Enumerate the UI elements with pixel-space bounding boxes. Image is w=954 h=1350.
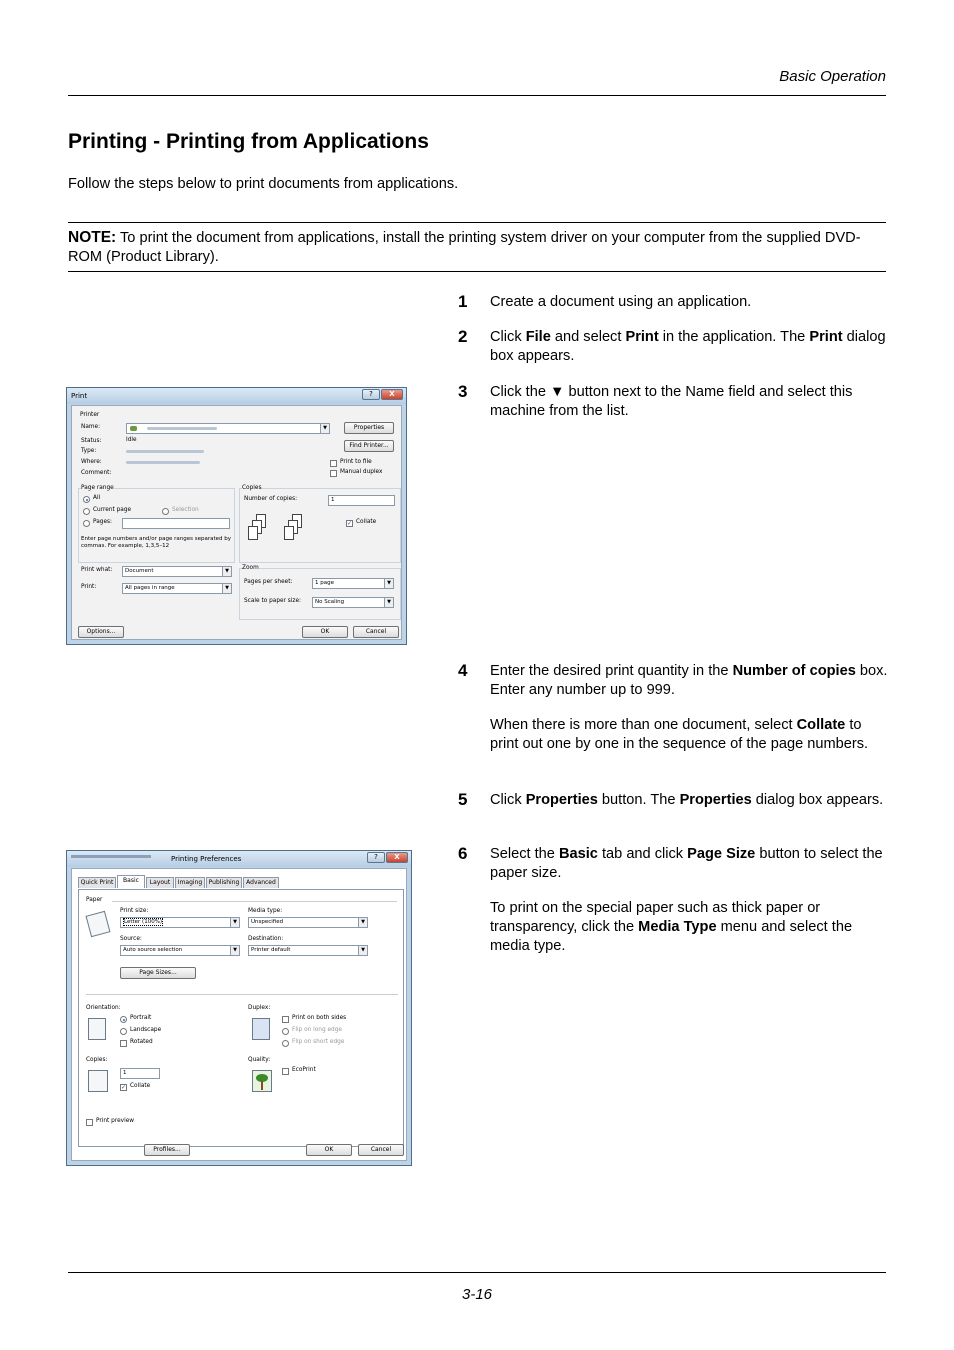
step-paragraph [490,899,888,956]
chevron-down-icon[interactable]: ▼ [222,567,231,576]
step-bold-term: Basic [558,846,598,862]
printing-preferences-screenshot [66,850,412,1166]
scale-to-paper-value: No Scaling [315,599,345,605]
step-paragraph [490,293,888,312]
orientation-label: Orientation: [86,1005,121,1011]
profiles-button[interactable]: Profiles... [144,1144,190,1156]
print-select[interactable] [122,583,232,594]
step-text: and select [550,329,626,345]
all-label: All [93,495,101,501]
help-icon[interactable]: ? [367,852,385,863]
number-of-copies-input[interactable]: 1 [328,495,395,506]
tab-imaging[interactable]: Imaging [175,877,205,888]
step-bold-term: File [525,329,551,345]
tab-quick-print[interactable]: Quick Print [78,877,116,888]
zoom-group [239,568,401,620]
options-button[interactable]: Options... [78,626,124,638]
flip-short-edge-label: Flip on short edge [292,1039,345,1045]
step-text: When there is more than one document, select [490,717,797,733]
media-type-select[interactable] [248,917,368,928]
step-body [490,662,888,754]
section-divider [86,994,398,995]
find-printer-button[interactable]: Find Printer... [344,440,394,452]
ecoprint-tree-icon [252,1070,272,1092]
step-item [458,293,888,328]
print-preview-label: Print preview [96,1118,135,1124]
scale-to-paper-label: Scale to paper size: [244,598,301,604]
step-text: to print out one by one in the sequence of the page numbers. [490,717,869,752]
step-text: Enter the desired print quantity in the [490,663,733,679]
printer-group-label: Printer [80,412,100,418]
where-value-blurred [126,461,200,464]
portrait-orientation-icon [88,1018,106,1040]
header-rule [68,95,886,96]
running-header: Basic Operation [779,68,886,85]
printer-name-blurred [147,427,217,430]
printer-name-select[interactable] [126,423,330,434]
page-range-label: Page range [81,485,114,491]
ecoprint-label: EcoPrint [292,1067,316,1073]
step-bold-term: Properties [679,792,752,808]
flip-long-edge-radio[interactable] [282,1028,289,1035]
paper-label: Paper [86,897,103,903]
zoom-label: Zoom [242,565,259,571]
ok-button[interactable]: OK [302,626,348,638]
page-title: Printing - Printing from Applications [68,130,429,153]
print-to-file-checkbox[interactable] [330,460,337,467]
media-type-label: Media type: [248,908,283,914]
flip-long-edge-label: Flip on long edge [292,1027,342,1033]
note-top-rule [68,222,886,223]
page-number: 3-16 [461,1286,493,1303]
print-both-sides-checkbox[interactable] [282,1016,289,1023]
print-dialog-screenshot [66,387,407,645]
close-icon[interactable]: X [381,389,403,400]
page-sizes-button[interactable]: Page Sizes... [120,967,196,979]
step-text: Select the [490,846,559,862]
step-paragraph [490,328,888,366]
step-number: 4 [458,661,468,680]
pages-per-sheet-value: 1 page [315,580,334,586]
destination-select[interactable] [248,945,368,956]
status-value: Idle [126,437,137,443]
pages-label: Pages: [93,519,113,525]
step-text: button. The [597,792,680,808]
print-size-select[interactable] [120,917,240,928]
title-bar [67,851,411,867]
step-bold-term: Properties [525,792,598,808]
step-item [458,662,888,770]
collate-sheet-icon [248,526,258,540]
current-page-label: Current page [93,507,132,513]
manual-duplex-label: Manual duplex [340,469,383,475]
collate-label: Collate [356,519,377,525]
step-text: in the application. The [658,329,810,345]
name-label: Name: [81,424,101,430]
step-number: 6 [458,844,468,863]
step-paragraph [490,845,888,883]
ecoprint-checkbox[interactable] [282,1068,289,1075]
type-label: Type: [81,448,97,454]
print-what-value: Document [125,568,154,574]
step-number: 3 [458,382,468,401]
step-text: Click [490,792,526,808]
print-value: All pages in range [125,585,175,591]
note-box [68,228,886,267]
step-paragraph [490,791,888,810]
collate-sheet-icon [284,526,294,540]
close-icon[interactable]: X [386,852,408,863]
duplex-icon [252,1018,270,1040]
portrait-radio[interactable] [120,1016,127,1023]
step-bold-term: Media Type [638,919,717,935]
note-label: NOTE: [68,229,117,246]
cancel-button[interactable]: Cancel [353,626,399,638]
rotated-label: Rotated [130,1039,153,1045]
copies-input[interactable]: 1 [120,1068,160,1079]
dialog-title: Print [71,392,88,400]
chevron-down-icon[interactable]: ▼ [230,918,239,927]
help-icon[interactable]: ? [362,389,380,400]
step-paragraph [490,383,888,421]
step-text: dialog box appears. [751,792,884,808]
print-what-label: Print what: [81,567,113,573]
tab-publishing[interactable]: Publishing [206,877,242,888]
page-range-hint: Enter page numbers and/or page ranges separated by commas. For example, 1,3,5–12 [81,536,232,549]
print-both-sides-label: Print on both sides [292,1015,347,1021]
dialog-title: Printing Preferences [171,855,242,863]
number-of-copies-label: Number of copies: [244,496,298,502]
collate-checkbox[interactable]: ✓ [121,1084,127,1091]
step-item [458,845,888,972]
quality-label: Quality: [248,1057,271,1063]
step-text: Click the ▼ button next to the Name field and select this machine from the list. [490,384,853,419]
manual-duplex-checkbox[interactable] [330,470,337,477]
step-bold-term: Print [625,329,659,345]
step-text: menu and select the media type. [490,919,853,954]
step-bold-term: Print [809,329,843,345]
copies-stack-icon [88,1070,108,1092]
step-paragraph [490,716,888,754]
all-radio[interactable] [83,496,90,503]
cancel-button[interactable]: Cancel [358,1144,404,1156]
step-item [458,383,888,437]
step-number: 2 [458,327,468,346]
status-label: Status: [81,438,102,444]
tab-layout[interactable]: Layout [146,877,174,888]
flip-short-edge-radio[interactable] [282,1040,289,1047]
step-text: button to select the paper size. [490,846,883,881]
step-number: 5 [458,790,468,809]
tab-advanced[interactable]: Advanced [243,877,279,888]
rotated-checkbox[interactable] [120,1040,127,1047]
step-body [490,383,888,421]
pages-per-sheet-select[interactable] [312,578,394,589]
dialog-title-prefix-blurred [71,855,151,858]
where-label: Where: [81,459,102,465]
print-preview-checkbox[interactable] [86,1119,93,1126]
destination-value: Printer default [251,947,291,953]
tab-basic[interactable]: Basic [117,875,145,888]
ok-button[interactable]: OK [306,1144,352,1156]
chevron-down-icon[interactable]: ▼ [384,579,393,588]
step-text: To print on the special paper such as thick paper or transparency, click the [490,900,821,935]
chevron-down-icon[interactable]: ▼ [358,918,367,927]
step-body [490,328,888,366]
step-body [490,791,888,810]
pages-per-sheet-label: Pages per sheet: [244,579,293,585]
chevron-down-icon[interactable]: ▼ [222,584,231,593]
pages-input[interactable] [122,518,230,529]
pages-radio[interactable] [83,520,90,527]
title-bar [67,388,406,404]
collate-label: Collate [130,1083,151,1089]
copies-label: Copies: [86,1057,108,1063]
step-text: Create a document using an application. [490,294,752,310]
paper-divider [112,901,397,902]
note-bottom-rule [68,271,886,272]
portrait-label: Portrait [130,1015,152,1021]
print-size-label: Print size: [120,908,149,914]
print-label: Print: [81,584,97,590]
source-select[interactable] [120,945,240,956]
chevron-down-icon[interactable]: ▼ [320,424,329,433]
printer-icon [130,426,137,431]
intro-text: Follow the steps below to print documents from applications. [68,176,459,192]
selection-label: Selection [172,507,199,513]
step-item [458,791,888,826]
step-bold-term: Collate [796,717,846,733]
copies-group-label: Copies [242,485,262,491]
note-text: To print the document from applications, install the printing system driver on your computer from the supplied DVD-ROM (Product Library). [68,230,861,265]
print-to-file-label: Print to file [340,459,372,465]
print-size-value: Letter (100%) [124,919,163,925]
chevron-down-icon[interactable]: ▼ [230,946,239,955]
step-text: dialog box appears. [490,329,886,364]
step-text: Click [490,329,526,345]
collate-checkbox[interactable]: ✓ [347,520,353,527]
properties-button[interactable]: Properties [344,422,394,434]
source-value: Auto source selection [123,947,183,953]
step-bold-term: Number of copies [732,663,856,679]
current-page-radio[interactable] [83,508,90,515]
destination-label: Destination: [248,936,284,942]
step-text: box. Enter any number up to 999. [490,663,888,698]
type-value-blurred [126,450,204,453]
step-text: tab and click [597,846,688,862]
step-bold-term: Page Size [687,846,756,862]
step-body [490,845,888,956]
step-paragraph [490,662,888,700]
comment-label: Comment: [81,470,112,476]
duplex-label: Duplex: [248,1005,271,1011]
source-label: Source: [120,936,142,942]
landscape-radio[interactable] [120,1028,127,1035]
chevron-down-icon[interactable]: ▼ [384,598,393,607]
print-what-select[interactable] [122,566,232,577]
footer-rule [68,1272,886,1273]
selection-radio[interactable] [162,508,169,515]
step-number: 1 [458,292,468,311]
scale-to-paper-select[interactable] [312,597,394,608]
landscape-label: Landscape [130,1027,162,1033]
media-type-value: Unspecified [251,919,284,925]
chevron-down-icon[interactable]: ▼ [358,946,367,955]
step-item [458,328,888,382]
step-body [490,293,888,312]
